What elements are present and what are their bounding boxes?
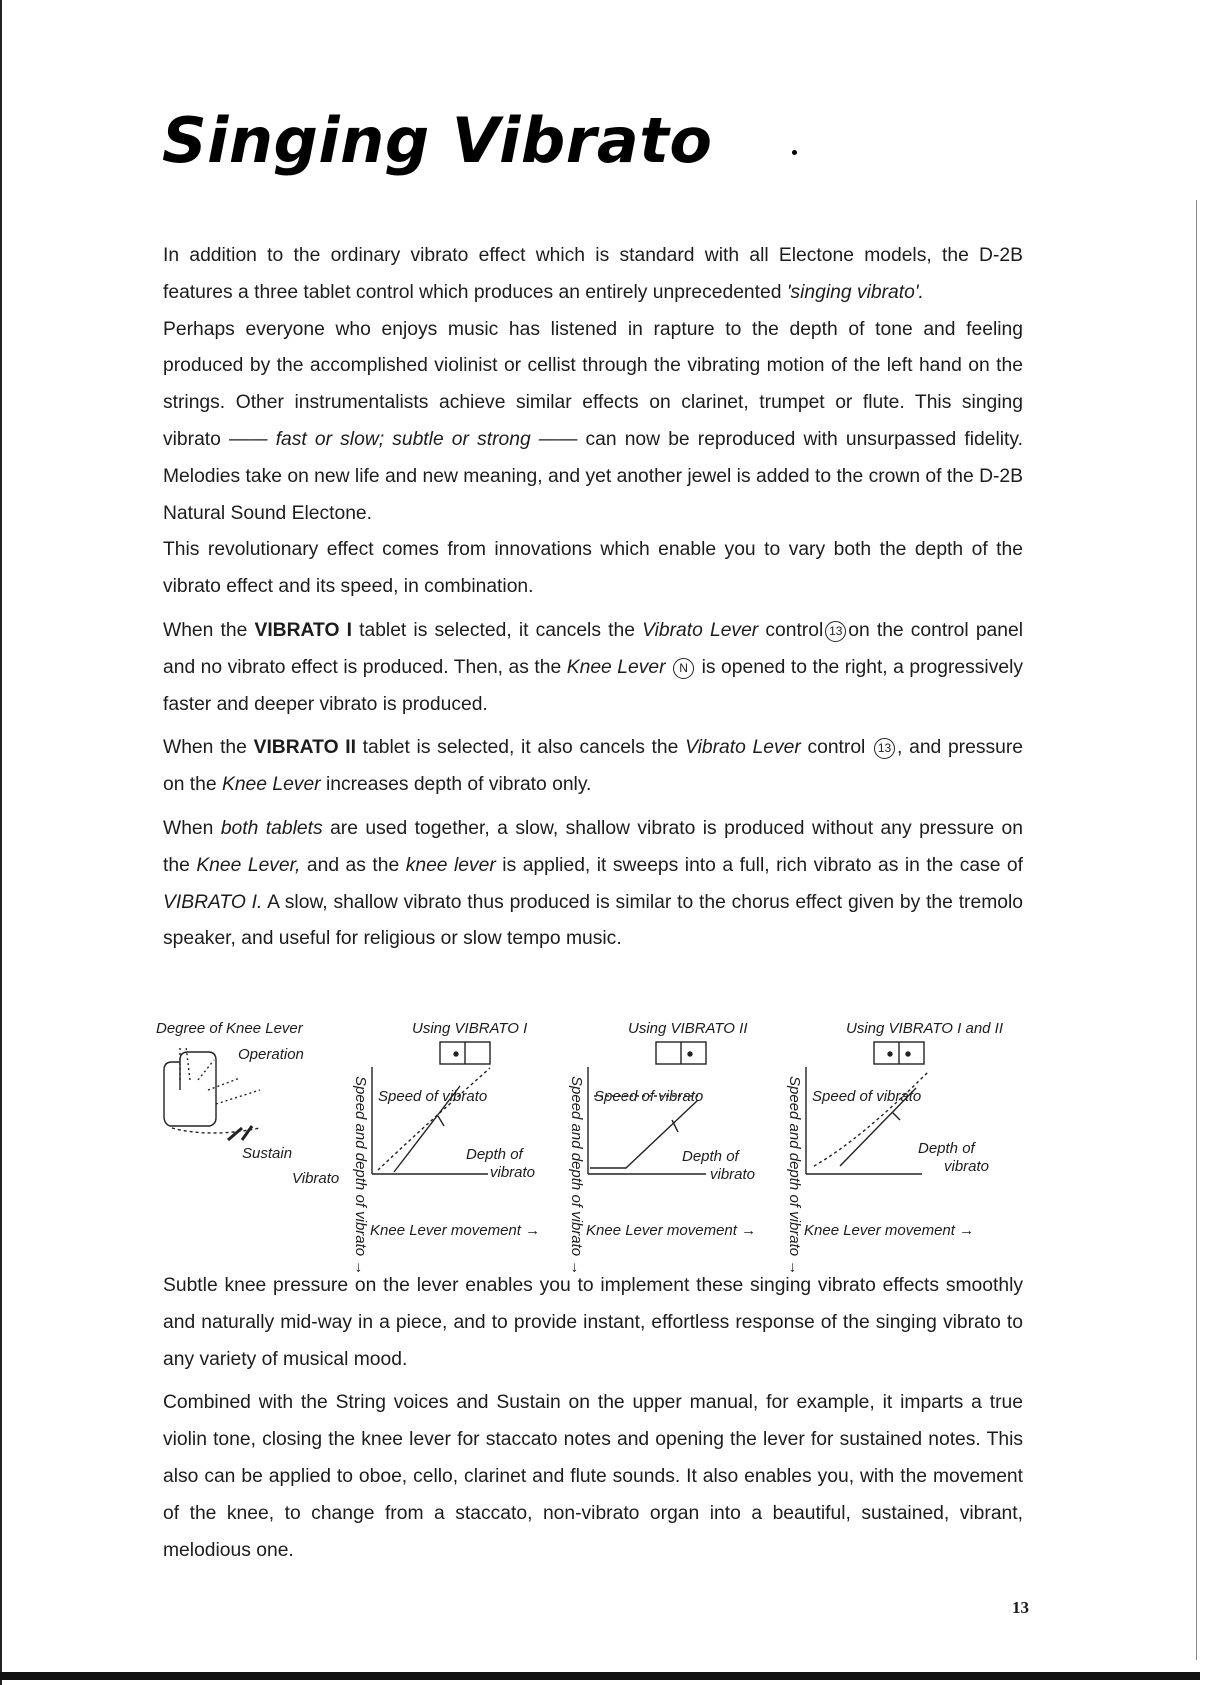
panel-2-depth-label-2: vibrato (710, 1166, 756, 1183)
panel-3-depth-label-2: vibrato (944, 1158, 990, 1175)
vibrato-arrow-1 (228, 1128, 242, 1140)
outro-text (163, 1268, 1023, 1569)
paragraph-7: Subtle knee pressure on the lever enables you to implement these singing vibrato effects smoothly and naturally mid-way in a piece, and to provide instant, effortless response of the singing vibrato to any variety of musical mood. (163, 1275, 1023, 1370)
paragraph-3: This revolutionary effect comes from innovations which enable you to vary both the depth of the vibrato effect and its speed, in combination. (163, 539, 1023, 598)
page-title: Singing Vibrato (162, 104, 713, 177)
bottom-rule (0, 1672, 1200, 1680)
vibrato-diagram (150, 1020, 1050, 1276)
panel-3-speed-label: Speed of vibrato (812, 1088, 922, 1105)
paragraph-1: In addition to the ordinary vibrato effect which is standard with all Electone models, the D-2B features a three tablet control which produces an entirely unprecedented 'singing vibrato'. (163, 245, 1023, 303)
panel-1-depth-pointer (438, 1116, 444, 1126)
lever-guide-5 (216, 1090, 260, 1104)
lever-guide-2 (186, 1046, 190, 1080)
panel-3-title: Using VIBRATO I and II (846, 1020, 1004, 1037)
knee-lever-marker: N (673, 658, 694, 679)
panel-3-depth-pointer (892, 1112, 900, 1120)
panel-2-speed-label: Speed of vibrato (594, 1088, 704, 1105)
panel-3-drawing (806, 1042, 928, 1174)
page-number: 13 (1012, 1598, 1029, 1617)
lever-guide-4 (208, 1078, 240, 1090)
panel-3-ylabel: Speed and depth of vibrato → (786, 1076, 803, 1276)
intro-text (163, 238, 1023, 958)
control-13-marker: 13 (874, 738, 895, 759)
vibrato-label: Vibrato (292, 1170, 340, 1187)
paragraph-4: When the VIBRATO I tablet is selected, it cancels the Vibrato Lever control 13 on the control panel and no vibrato effect is produced. Then, as the Knee Lever N is opened to the right, a progressively faster and deeper vibrato is produced. (163, 619, 1023, 715)
panel-3-tablet-dot-1 (888, 1052, 892, 1056)
paragraph-5: When the VIBRATO II tablet is selected, it also cancels the Vibrato Lever control 13 , and pressure on the Knee Lever increases depth of vibrato only. (163, 737, 1023, 796)
panel-1-depth-label-2: vibrato (490, 1164, 536, 1181)
panel-2-tablet-dot (688, 1052, 692, 1056)
panel-1-ylabel: Speed and depth of vibrato → (352, 1076, 369, 1276)
panel-1-depth-label-1: Depth of (466, 1146, 523, 1163)
panel-1-speed-label: Speed of vibrato (378, 1088, 488, 1105)
panel-2-xlabel: Knee Lever movement → (586, 1222, 757, 1239)
vibrato-arrow-2 (242, 1126, 252, 1140)
knee-title-line-1: Degree of Knee Lever (156, 1020, 303, 1037)
paragraph-6: When both tablets are used together, a slow, shallow vibrato is produced without any pressure on the Knee Lever, and as the knee lever is applied, it sweeps into a full, rich vibrato as in the case of VIBRATO I. A slow, shallow vibrato thus produced is similar to the chorus effect given by the tremolo speaker, and useful for religious or slow tempo music. (163, 817, 1023, 950)
ink-dot (792, 150, 797, 155)
page-edge-left (0, 0, 2, 1685)
paragraph-8: Combined with the String voices and Sustain on the upper manual, for example, it imparts a true violin tone, closing the knee lever for staccato notes and opening the lever for sustained notes. This also can be applied to oboe, cello, clarinet and flute sounds. It also enables you, with the movement of the knee, to change from a staccato, non-vibrato organ into a beautiful, sustained, vibrant, melodious one. (163, 1392, 1023, 1561)
knee-lever-outline (164, 1052, 216, 1126)
panel-2-ylabel: Speed and depth of vibrato → (568, 1076, 585, 1276)
sustain-label: Sustain (242, 1145, 293, 1162)
panel-2-title: Using VIBRATO II (628, 1020, 748, 1037)
panel-1-title: Using VIBRATO I (412, 1020, 528, 1037)
panel-1-tablet-dot (454, 1052, 458, 1056)
page-edge-right (1196, 200, 1197, 1660)
control-13-marker: 13 (825, 621, 846, 642)
knee-title-line-2: Operation (238, 1046, 304, 1063)
panel-3-tablet-dot-2 (906, 1052, 910, 1056)
panel-1-xlabel: Knee Lever movement → (370, 1222, 541, 1239)
panel-3-xlabel: Knee Lever movement → (804, 1222, 975, 1239)
panel-3-depth-label-1: Depth of (918, 1140, 975, 1157)
lever-guide-3 (198, 1060, 214, 1080)
panel-2-depth-label-1: Depth of (682, 1148, 739, 1165)
paragraph-2: Perhaps everyone who enjoys music has listened in rapture to the depth of tone and feeling produced by the accomplished violinist or cellist through the vibrating motion of the left hand on the strings. Other instrumentalists achieve similar effects on clarinet, trumpet or flute. This singing vibrato —— fast or slow; subtle or strong —— can now be reproduced with unsurpassed fidelity. Melodies take on new life and new meaning, and yet another jewel is added to the crown of the D-2B Natural Sound Electone. (163, 318, 1023, 524)
panel-3-speed-curve (814, 1072, 928, 1166)
